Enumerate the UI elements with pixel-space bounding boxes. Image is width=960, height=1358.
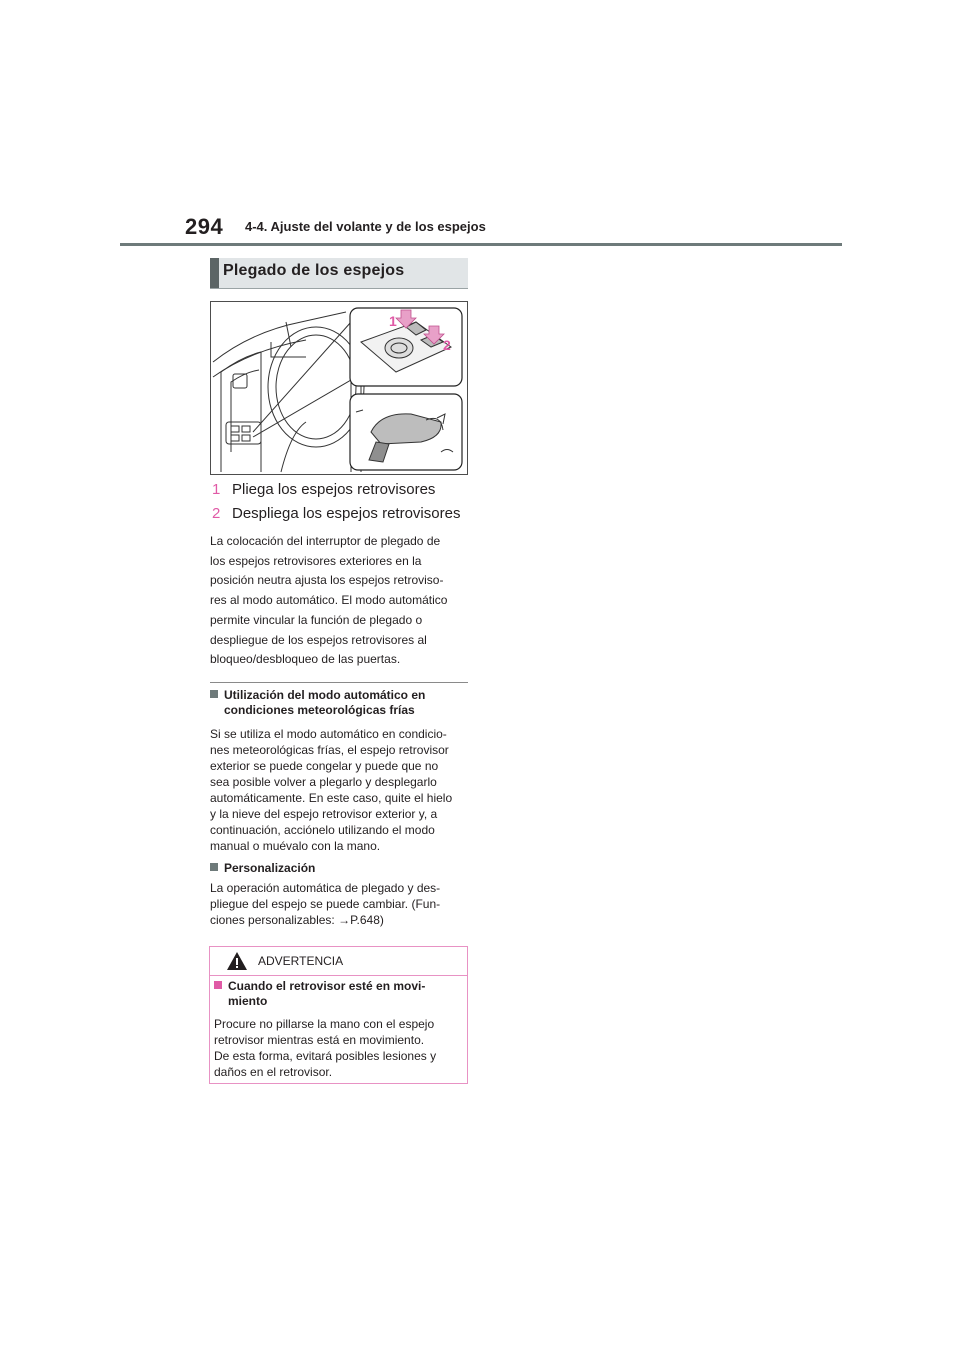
warning-body-line: daños en el retrovisor.: [214, 1065, 333, 1079]
section-title: Plegado de los espejos: [223, 262, 405, 279]
section-divider: [210, 682, 468, 683]
note-body-line: La operación automática de plegado y des-: [210, 881, 441, 895]
page-number: 294: [185, 214, 224, 239]
square-bullet-icon: [214, 981, 222, 989]
note-personalization-body: [210, 880, 472, 928]
note-body-line[interactable]: ciones personalizables: →P.648): [210, 913, 384, 927]
section-header: 4-4. Ajuste del volante y de los espejos: [245, 219, 486, 234]
paragraph-line: bloqueo/desbloqueo de las puertas.: [210, 652, 401, 667]
step-2: [212, 505, 460, 522]
note-body-line: continuación, acciónelo utilizando el modo: [210, 823, 435, 837]
note-body-line: automáticamente. En este caso, quite el hielo: [210, 791, 453, 805]
warning-triangle-icon: [226, 951, 248, 971]
step-text: Pliega los espejos retrovisores: [232, 481, 436, 498]
warning-header: [210, 947, 467, 976]
warning-body-line: De esta forma, evitará posibles lesiones y: [214, 1049, 437, 1063]
note-body-line: manual o muévalo con la mano.: [210, 839, 381, 853]
note-cold-weather-title: [210, 688, 472, 718]
warning-body-line: retrovisor mientras está en movimiento.: [214, 1033, 425, 1047]
square-bullet-icon: [210, 690, 218, 698]
title-accent-bar: [210, 258, 219, 288]
paragraph-line: permite vincular la función de plegado o: [210, 612, 423, 627]
section-title-bar: [210, 258, 468, 289]
note-body-line: pliegue del espejo se puede cambiar. (Fun-: [210, 897, 441, 911]
note-body-line: y la nieve del espejo retrovisor exterior y, a: [210, 807, 438, 821]
paragraph-line: los espejos retrovisores exteriores en la: [210, 553, 422, 568]
header-rule: [120, 243, 842, 246]
callout-2: 2: [443, 337, 451, 353]
note-cold-weather-body: [210, 726, 472, 854]
warning-title: ADVERTENCIA: [258, 954, 344, 968]
step-text: Despliega los espejos retrovisores: [232, 505, 461, 522]
step-number: 1: [212, 481, 221, 498]
warning-body-line: Procure no pillarse la mano con el espejo: [214, 1017, 435, 1031]
callout-1: 1: [389, 313, 397, 329]
note-body-line: Si se utiliza el modo automático en condicio-: [210, 727, 447, 741]
note-personalization-title: [210, 861, 472, 876]
illustration-svg: [211, 302, 467, 474]
paragraph-line: La colocación del interruptor de plegado de: [210, 534, 441, 548]
paragraph-line: res al modo automático. El modo automático: [210, 593, 448, 608]
note-body-line: exterior se puede congelar y puede que no: [210, 759, 439, 773]
step-1: [212, 481, 435, 498]
note-body-line: nes meteorológicas frías, el espejo retrovisor: [210, 743, 449, 757]
paragraph-line: posición neutra ajusta los espejos retroviso-: [210, 573, 444, 588]
warning-body: [214, 1016, 466, 1080]
note-body-line: sea posible volver a plegarlo y desplegarlo: [210, 775, 437, 789]
warning-box: [209, 946, 468, 1084]
note-title-line: condiciones meteorológicas frías: [224, 703, 415, 717]
note-title-line: Personalización: [224, 861, 316, 875]
step-number: 2: [212, 505, 221, 522]
warning-item-line: miento: [228, 994, 268, 1008]
mirror-folding-illustration: [210, 301, 468, 475]
note-title-line: Utilización del modo automático en: [224, 688, 426, 702]
warning-item-title: [214, 979, 464, 1009]
description-paragraph: [210, 532, 472, 670]
square-bullet-icon: [210, 863, 218, 871]
warning-item-line: Cuando el retrovisor esté en movi-: [228, 979, 426, 993]
paragraph-line: despliegue de los espejos retrovisores al: [210, 632, 427, 647]
